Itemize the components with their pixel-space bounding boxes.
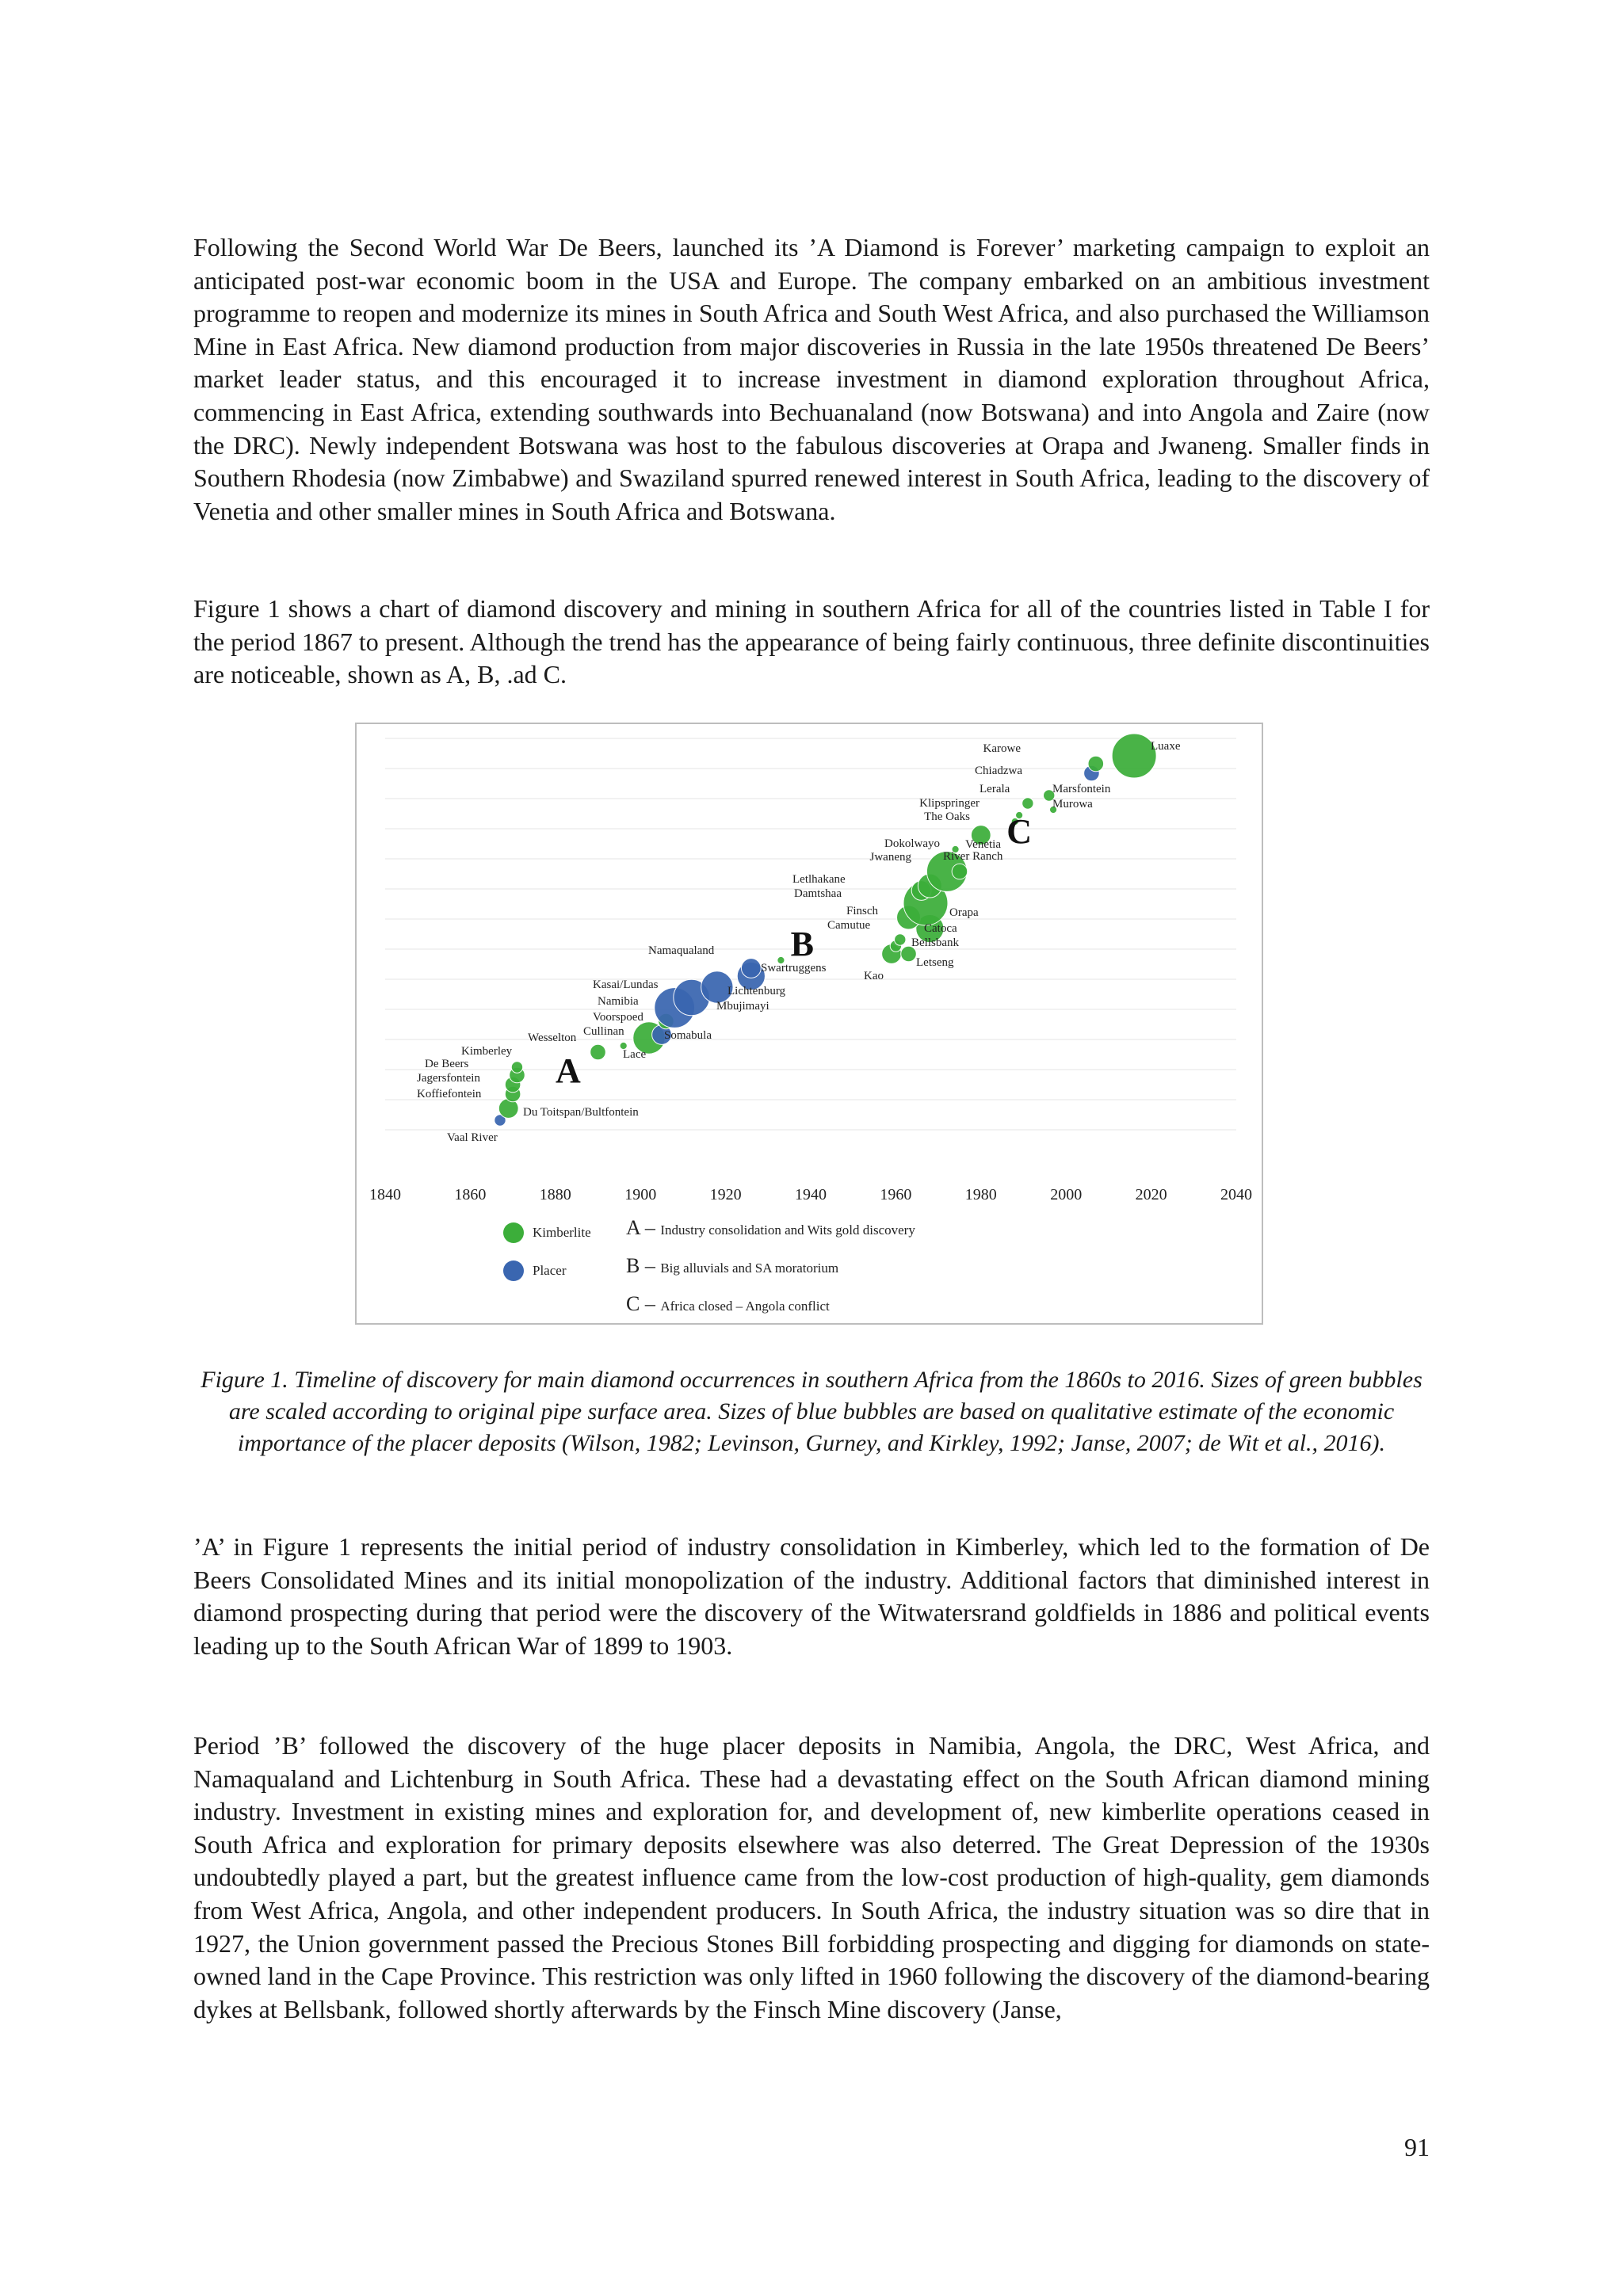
bubble-label-venetia: Venetia	[965, 838, 1001, 851]
period-letter-a: A	[556, 1051, 581, 1090]
figure-caption: Figure 1. Timeline of discovery for main diamond occurrences in southern Africa from the 1860s to 2016. Sizes of green bubbles are scaled according to original pipe surface area. Sizes of blue bubbles are based on qualitative estimate of the economic importance of the placer deposits (Wilson, 1982; Levinson, Gurney, and Kirkley, 1992; Janse, 2007; de Wit et al., 2016).	[200, 1367, 1423, 1456]
bubble-lerala	[1022, 798, 1033, 809]
paragraph-1: Following the Second World War De Beers, launched its ’A Diamond is Forever’ marketing campaign to exploit an anticipated post-war economic boom in the USA and Europe. The company embarked on an ambitious investment programme to reopen and modernize its mines in South Africa and South West Africa, and also purchased the Williamson Mine in East Africa. New diamond production from major discoveries in Russia in the late 1950s threatened De Beers’ market leader status, and this encouraged it to increase investment in diamond exploration throughout Africa, commencing in East Africa, extending southwards into Bechuanaland (now Botswana) and into Angola and Zaire (now the DRC). Newly independent Botswana was host to the fabulous discoveries at Orapa and Jwaneng. Smaller finds in Southern Rhodesia (now Zimbabwe) and Swaziland spurred renewed interest in South Africa, leading to the discovery of Venetia and other smaller mines in South Africa and Botswana.	[193, 233, 1430, 525]
bubble-label-murowa: Murowa	[1052, 798, 1093, 810]
bubble-label-namibia: Namibia	[598, 995, 639, 1008]
bubble-label-orapa: Orapa	[949, 906, 979, 919]
bubble-label-bellsbank: Bellsbank	[911, 936, 959, 949]
bubble-karowe	[1088, 756, 1104, 772]
page-number: 91	[1404, 2133, 1430, 2161]
bubble-label-damtshaa: Damtshaa	[794, 887, 842, 900]
bubble-label-letlhakane: Letlhakane	[792, 873, 846, 886]
x-tick-label: 2020	[1135, 1186, 1167, 1203]
bubble-label-lichtenburg: Lichtenburg	[727, 985, 786, 997]
x-tick-label: 1940	[795, 1186, 827, 1203]
period-letter-b: B	[790, 925, 814, 963]
bubble-label-letseng: Letseng	[916, 956, 954, 969]
legend-label-placer: Placer	[533, 1263, 567, 1278]
legend-label-kimberlite: Kimberlite	[533, 1225, 591, 1240]
bubble-wesselton	[590, 1044, 606, 1060]
x-tick-label: 2040	[1220, 1186, 1252, 1203]
bubble-label-the-oaks: The Oaks	[924, 810, 970, 823]
legend-period-b: B – Big alluvials and SA moratorium	[626, 1254, 839, 1277]
bubble-label-catoca: Catoca	[924, 922, 957, 935]
bubble-label-lerala: Lerala	[980, 783, 1010, 795]
x-tick-label: 1900	[624, 1186, 657, 1203]
legend-period-a: A – Industry consolidation and Wits gold discovery	[626, 1216, 915, 1239]
bubble-label-klipspringer: Klipspringer	[919, 797, 980, 810]
x-tick-label: 1860	[454, 1186, 487, 1203]
paragraph-4: Period ’B’ followed the discovery of the huge placer deposits in Namibia, Angola, the DRC, West Africa, and Namaqualand and Lichtenburg in South Africa. These had a devastating effect on the South African diamond mining industry. Investment in existing mines and exploration for, and development of, new kimberlite operations ceased in South Africa and exploration for primary deposits elsewhere was also deterred. The Great Depression of the 1930s undoubtedly played a part, but the greatest influence came from the low-cost production of high-quality, gem diamonds from West Africa, Angola, and other independent producers. In South Africa, the industry situation was so dire that in 1927, the Union government passed the Precious Stones Bill forbidding prospecting and digging for diamonds on state-owned land in the Cape Province. This restriction was only lifted in 1960 following the discovery of the diamond-bearing dykes at Bellsbank, followed shortly afterwards by the Finsch Mine discovery (Janse,	[193, 1731, 1430, 2023]
x-tick-label: 1960	[880, 1186, 912, 1203]
legend-period-c: C – Africa closed – Angola conflict	[626, 1292, 830, 1315]
legend-marker-kimberlite	[503, 1222, 524, 1243]
bubble-label-luaxe: Luaxe	[1151, 740, 1181, 753]
paragraph-3: ’A’ in Figure 1 represents the initial period of industry consolidation in Kimberley, which led to the formation of De Beers Consolidated Mines and its initial monopolization of the industry. Additional factors that diminished interest in diamond prospecting during that period were the discovery of the Witwatersrand goldfields in 1886 and political events leading up to the South African War of 1899 to 1903.	[193, 1532, 1430, 1660]
bubble-chart	[357, 724, 1262, 1323]
bubble-label-river-ranch: River Ranch	[943, 850, 1003, 863]
bubble-label-somabula: Somabula	[664, 1029, 712, 1042]
bubble-label-finsch: Finsch	[846, 905, 878, 917]
bubble-label-camutue: Camutue	[827, 919, 871, 932]
bubble-label-karowe: Karowe	[983, 742, 1021, 755]
period-letter-c: C	[1006, 812, 1033, 851]
bubble-label-de-beers: De Beers	[425, 1058, 469, 1070]
bubble-label-du-toitspan-bultfontein: Du Toitspan/Bultfontein	[523, 1106, 639, 1119]
bubble-namaqualand	[741, 959, 761, 978]
bubble-label-voorspoed: Voorspoed	[593, 1011, 643, 1024]
legend-period-text: Big alluvials and SA moratorium	[660, 1261, 839, 1276]
bubble-camutue	[895, 934, 906, 945]
bubble-label-koffiefontein: Koffiefontein	[417, 1088, 482, 1100]
bubble-river-ranch	[952, 864, 968, 879]
bubble-label-kasai-lundas: Kasai/Lundas	[593, 978, 659, 991]
legend-period-text: Industry consolidation and Wits gold discovery	[660, 1222, 915, 1238]
bubble-label-lace: Lace	[623, 1048, 647, 1061]
x-tick-label: 2000	[1050, 1186, 1083, 1203]
bubble-label-jagersfontein: Jagersfontein	[417, 1072, 480, 1085]
bubble-label-chiadzwa: Chiadzwa	[975, 765, 1022, 777]
bubble-label-jwaneng: Jwaneng	[869, 851, 911, 864]
x-tick-label: 1840	[369, 1186, 401, 1203]
bubble-label-swartruggens: Swartruggens	[761, 962, 827, 974]
paragraph-2: Figure 1 shows a chart of diamond discovery and mining in southern Africa for all of the countries listed in Table I for the period 1867 to present. Although the trend has the appearance of being fairly continuous, three definite discontinuities are noticeable, shown as A, B, .ad C.	[193, 594, 1430, 689]
bubble-label-mbujimayi: Mbujimayi	[716, 1000, 769, 1013]
bubble-label-wesselton: Wesselton	[528, 1032, 577, 1044]
bubble-label-vaal-river: Vaal River	[447, 1131, 498, 1144]
x-tick-label: 1880	[539, 1186, 571, 1203]
bubble-label-marsfontein: Marsfontein	[1052, 783, 1111, 795]
legend-marker-placer	[503, 1261, 524, 1281]
x-tick-label: 1920	[709, 1186, 742, 1203]
bubble-label-dokolwayo: Dokolwayo	[884, 837, 940, 850]
x-tick-label: 1980	[964, 1186, 997, 1203]
bubble-label-cullinan: Cullinan	[583, 1025, 624, 1038]
legend-period-text: Africa closed – Angola conflict	[660, 1299, 830, 1314]
figure-1-chart	[355, 723, 1263, 1325]
bubble-label-kao: Kao	[864, 970, 884, 982]
bubble-label-kimberley: Kimberley	[461, 1045, 513, 1058]
bubble-luaxe	[1112, 734, 1156, 778]
bubble-kimberley	[511, 1062, 522, 1073]
bubble-label-namaqualand: Namaqualand	[648, 944, 715, 957]
